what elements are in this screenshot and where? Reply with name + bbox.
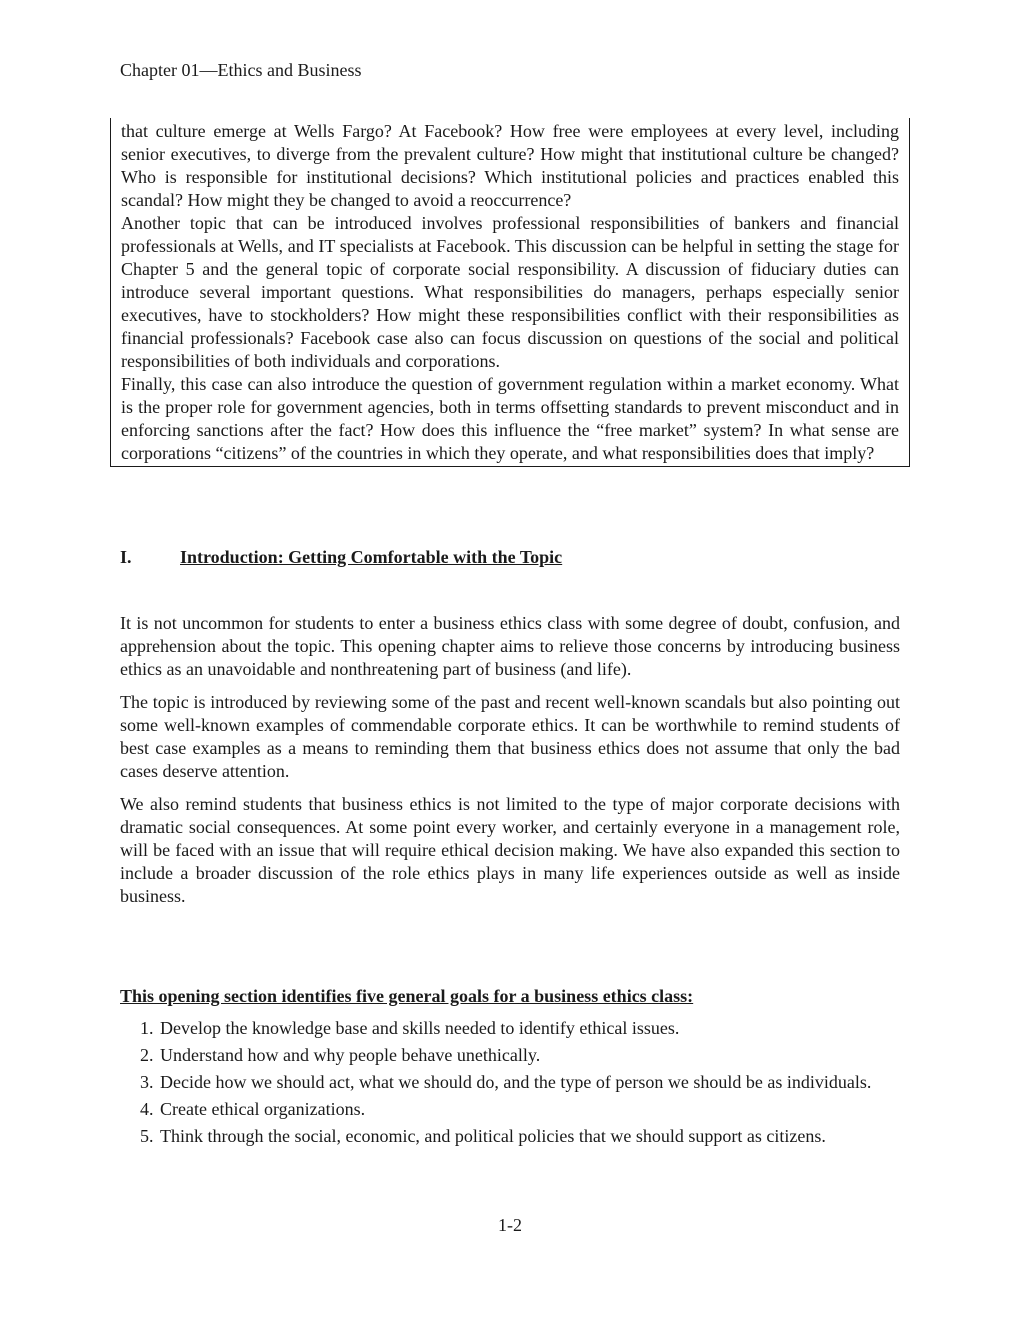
goal-text: Create ethical organizations.	[160, 1099, 366, 1119]
goal-item	[140, 1071, 900, 1094]
section-title: Introduction: Getting Comfortable with the Topic	[180, 547, 563, 567]
goal-item	[140, 1098, 900, 1121]
boxed-paragraph: that culture emerge at Wells Fargo? At Facebook? How free were employees at every level, including senior executives, to diverge from the prevalent culture? How might that institutional culture be changed? Who is responsible for institutional decisions? Which institutional policies and practices enabled this scandal? How might they be changed to avoid a reoccurrence?	[121, 121, 899, 210]
page-number: 1-2	[498, 1215, 522, 1235]
goal-marker: 5.	[140, 1126, 154, 1146]
goal-text: Understand how and why people behave unethically.	[160, 1045, 541, 1065]
boxed-paragraph: Finally, this case can also introduce the question of government regulation within a market economy. What is the proper role for government agencies, both in terms offsetting standards to prevent misconduct and in enforcing sanctions after the fact? How does this influence the “free market” system? In what sense are corporations “citizens” of the countries in which they operate, and what responsibilities does that imply?	[121, 374, 899, 463]
goal-item	[140, 1017, 900, 1040]
goal-text: Decide how we should act, what we should do, and the type of person we should be as individuals.	[160, 1072, 872, 1092]
body-paragraph: It is not uncommon for students to enter a business ethics class with some degree of doubt, confusion, and apprehension about the topic. This opening chapter aims to relieve those concerns by introducing business ethics as an unavoidable and nonthreatening part of business (and life).	[120, 613, 900, 679]
goal-text: Develop the knowledge base and skills needed to identify ethical issues.	[160, 1018, 680, 1038]
body-paragraph: We also remind students that business ethics is not limited to the type of major corporate decisions with dramatic social consequences. At some point every worker, and certainly everyone in a management role, will be faced with an issue that will require ethical decision making. We have also expanded this section to include a broader discussion of the role ethics plays in many life experiences outside as well as inside business.	[120, 794, 900, 906]
boxed-case-discussion	[110, 118, 910, 467]
goal-marker: 1.	[140, 1018, 154, 1038]
body-paragraph-block	[120, 612, 900, 681]
section-number: I.	[120, 547, 132, 567]
goal-marker: 4.	[140, 1099, 154, 1119]
goals-list	[140, 1017, 900, 1152]
goal-item	[140, 1044, 900, 1067]
goal-text: Think through the social, economic, and political policies that we should support as citizens.	[160, 1126, 826, 1146]
goals-heading: This opening section identifies five general goals for a business ethics class:	[120, 986, 694, 1006]
boxed-paragraph: Another topic that can be introduced involves professional responsibilities of bankers and financial professionals at Wells, and IT specialists at Facebook. This discussion can be helpful in setting the stage for Chapter 5 and the general topic of corporate social responsibility. A discussion of fiduciary duties can introduce several important questions. What responsibilities do managers, perhaps especially senior executives, have to stockholders? How might these responsibilities conflict with their responsibilities as financial professionals? Facebook case also can focus discussion on questions of the social and political responsibilities of both individuals and corporations.	[121, 213, 899, 371]
goal-marker: 3.	[140, 1072, 154, 1092]
body-paragraph-block	[120, 691, 900, 783]
running-header: Chapter 01—Ethics and Business	[120, 60, 362, 80]
goal-item	[140, 1125, 900, 1148]
body-paragraph-block	[120, 793, 900, 908]
goal-marker: 2.	[140, 1045, 154, 1065]
section-heading	[120, 546, 562, 568]
body-paragraph: The topic is introduced by reviewing some of the past and recent well-known scandals but also pointing out some well-known examples of commendable corporate ethics. It can be worthwhile to remind students of best case examples as a means to reminding them that business ethics does not assume that only the bad cases deserve attention.	[120, 692, 900, 781]
